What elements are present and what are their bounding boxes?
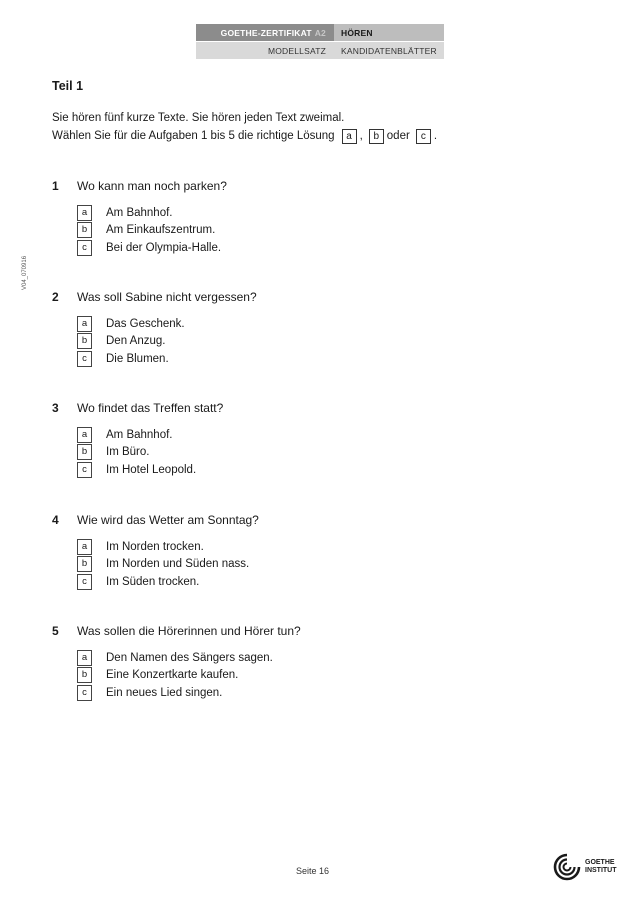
question-number: 1 <box>52 179 59 193</box>
option-text: Ein neues Lied singen. <box>106 686 223 699</box>
question-number: 2 <box>52 290 59 304</box>
answer-box-c: c <box>416 129 431 144</box>
option-text: Im Norden trocken. <box>106 540 204 553</box>
version-code: V04_070916 <box>22 255 28 290</box>
option-a[interactable] <box>77 204 572 222</box>
logo-line-2: INSTITUT <box>585 867 617 874</box>
question-5 <box>52 622 572 702</box>
checkbox-b[interactable]: b <box>77 667 92 683</box>
logo-text <box>585 859 617 875</box>
option-a[interactable] <box>77 315 572 333</box>
option-a[interactable] <box>77 538 572 556</box>
question-4 <box>52 511 572 591</box>
checkbox-b[interactable]: b <box>77 444 92 460</box>
question-text: Wo kann man noch parken? <box>77 179 227 193</box>
option-text: Am Bahnhof. <box>106 428 173 441</box>
checkbox-b[interactable]: b <box>77 222 92 238</box>
checkbox-a[interactable]: a <box>77 316 92 332</box>
instructions-text: Wählen Sie für die Aufgaben 1 bis 5 die richtige Lösung <box>52 130 335 142</box>
subtitle: MODELLSATZ <box>196 42 334 59</box>
option-text: Im Hotel Leopold. <box>106 463 197 476</box>
header-table <box>196 24 444 60</box>
checkbox-c[interactable]: c <box>77 685 92 701</box>
option-text: Am Einkaufszentrum. <box>106 224 216 237</box>
option-a[interactable] <box>77 649 572 667</box>
exam-title <box>196 24 334 41</box>
instructions-line-1: Sie hören fünf kurze Texte. Sie hören jeden Text zweimal. <box>52 112 345 124</box>
checkbox-b[interactable]: b <box>77 333 92 349</box>
question-2 <box>52 288 572 368</box>
option-text: Den Anzug. <box>106 335 166 348</box>
answer-box-b: b <box>369 129 384 144</box>
checkbox-a[interactable]: a <box>77 650 92 666</box>
option-b[interactable] <box>77 222 572 240</box>
separator: , <box>359 130 363 142</box>
option-text: Am Bahnhof. <box>106 206 173 219</box>
sheet-type: KANDIDATENBLÄTTER <box>334 42 444 59</box>
option-text: Das Geschenk. <box>106 317 185 330</box>
goethe-logo <box>552 852 622 882</box>
checkbox-c[interactable]: c <box>77 240 92 256</box>
goethe-logo-icon <box>552 852 582 882</box>
question-number: 4 <box>52 513 59 527</box>
option-text: Im Büro. <box>106 446 150 459</box>
instructions-line-2 <box>52 127 437 145</box>
option-c[interactable] <box>77 684 572 702</box>
exam-name: GOETHE-ZERTIFIKAT <box>220 27 312 38</box>
checkbox-c[interactable]: c <box>77 351 92 367</box>
option-text: Im Norden und Süden nass. <box>106 558 250 571</box>
page-number: Seite 16 <box>296 866 330 876</box>
option-text: Im Süden trocken. <box>106 575 200 588</box>
option-b[interactable] <box>77 444 572 462</box>
option-b[interactable] <box>77 667 572 685</box>
answer-box-a: a <box>342 129 357 144</box>
option-c[interactable] <box>77 573 572 591</box>
option-a[interactable] <box>77 426 572 444</box>
checkbox-c[interactable]: c <box>77 574 92 590</box>
exam-level: A2 <box>314 27 326 38</box>
period: . <box>433 130 438 142</box>
checkbox-a[interactable]: a <box>77 427 92 443</box>
question-text: Wie wird das Wetter am Sonntag? <box>77 513 259 527</box>
question-3 <box>52 399 572 479</box>
oder-text: oder <box>386 130 410 142</box>
option-text: Eine Konzertkarte kaufen. <box>106 669 239 682</box>
question-number: 3 <box>52 401 59 415</box>
instructions <box>52 109 437 145</box>
checkbox-b[interactable]: b <box>77 556 92 572</box>
checkbox-c[interactable]: c <box>77 462 92 478</box>
option-text: Bei der Olympia-Halle. <box>106 241 222 254</box>
option-c[interactable] <box>77 461 572 479</box>
question-1 <box>52 177 572 257</box>
question-text: Wo findet das Treffen statt? <box>77 401 224 415</box>
section-title: Teil 1 <box>52 79 84 93</box>
option-c[interactable] <box>77 350 572 368</box>
checkbox-a[interactable]: a <box>77 539 92 555</box>
question-number: 5 <box>52 624 59 638</box>
question-text: Was soll Sabine nicht vergessen? <box>77 290 257 304</box>
logo-line-1: GOETHE <box>585 859 615 866</box>
checkbox-a[interactable]: a <box>77 205 92 221</box>
question-text: Was sollen die Hörerinnen und Hörer tun? <box>77 624 301 638</box>
module-name: HÖREN <box>334 24 444 41</box>
option-text: Den Namen des Sängers sagen. <box>106 651 273 664</box>
option-b[interactable] <box>77 333 572 351</box>
option-b[interactable] <box>77 556 572 574</box>
option-text: Die Blumen. <box>106 352 169 365</box>
option-c[interactable] <box>77 239 572 257</box>
